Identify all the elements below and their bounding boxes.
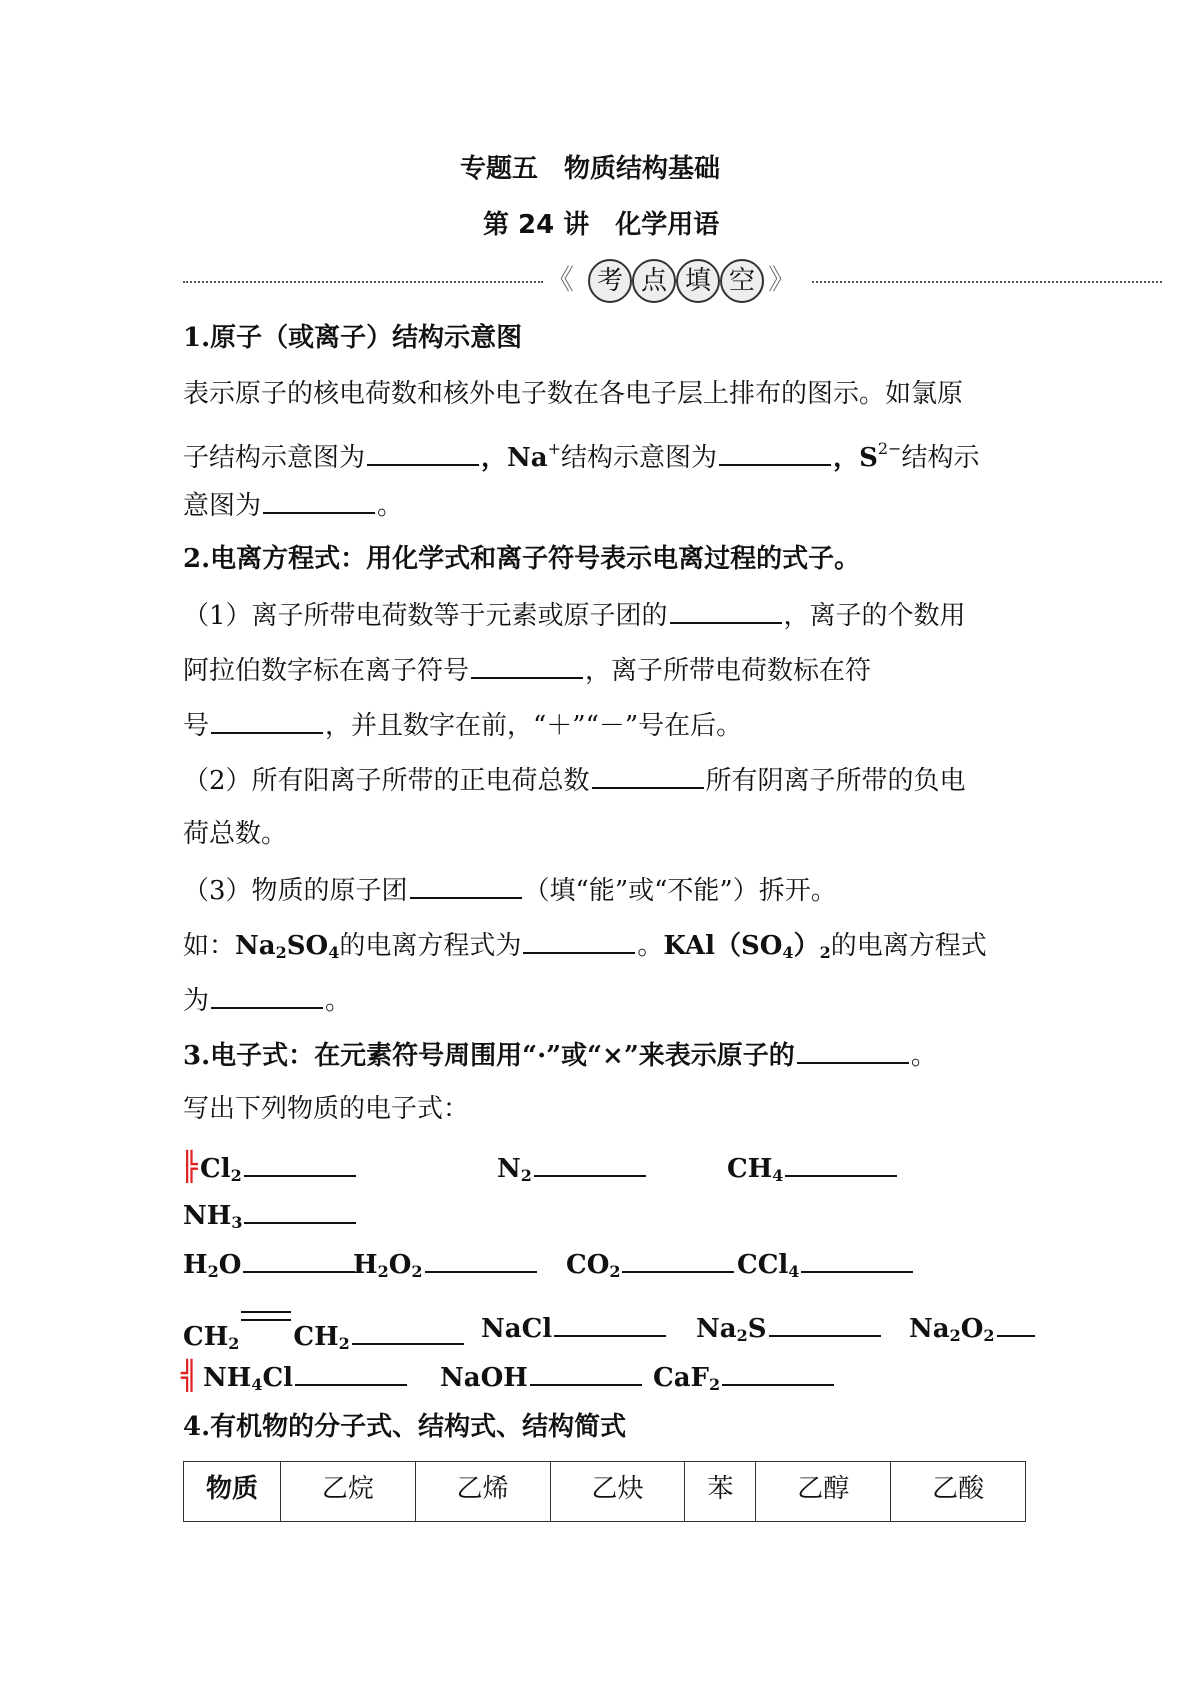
topic-title: 专题五 物质结构基础 bbox=[460, 154, 721, 184]
s2-ex-4b: 4 bbox=[782, 943, 794, 962]
blank-naoh[interactable] bbox=[530, 1360, 642, 1386]
s2-ex-e: 为 bbox=[183, 986, 210, 1016]
edit-mark-2: ╣ bbox=[181, 1359, 198, 1392]
s2-p2-line1 bbox=[183, 763, 966, 797]
f-ch2b: CH bbox=[293, 1322, 339, 1352]
s3-line2: 写出下列物质的电子式： bbox=[183, 1094, 470, 1124]
table-row bbox=[184, 1462, 1026, 1522]
s2-p1b: ，离子的个数用 bbox=[783, 601, 966, 631]
s2-ex-4: 4 bbox=[328, 943, 340, 962]
table-cell-ethylene: 乙烯 bbox=[415, 1462, 550, 1522]
edit-mark-1: ╠ bbox=[181, 1150, 198, 1183]
blank-kal-eq[interactable] bbox=[211, 983, 323, 1009]
f-nh: NH bbox=[183, 1201, 232, 1231]
s2-p3a: （3）物质的原子团 bbox=[183, 876, 408, 906]
s2-ex-c: 。 bbox=[637, 931, 664, 961]
formula-nh3 bbox=[183, 1198, 358, 1239]
s1-l2e: 结构示 bbox=[901, 443, 980, 473]
s2-ex-so: SO bbox=[286, 931, 329, 961]
blank-nacl[interactable] bbox=[554, 1311, 666, 1337]
s2-ex-na: Na bbox=[235, 931, 276, 961]
blank-ion-count[interactable] bbox=[471, 653, 583, 679]
badge-char-2: 点 bbox=[632, 259, 676, 303]
table-cell-benzene: 苯 bbox=[685, 1462, 756, 1522]
s3-heading-b: 。 bbox=[910, 1041, 937, 1071]
blank-n2[interactable] bbox=[534, 1151, 646, 1177]
formula-na2o2 bbox=[909, 1311, 1037, 1352]
f-nh4cl-b: Cl bbox=[262, 1363, 294, 1393]
formula-h2o2 bbox=[353, 1247, 539, 1288]
s2-p1-line2 bbox=[183, 653, 871, 687]
s2-p1-line3 bbox=[183, 708, 742, 742]
blank-cl-diagram[interactable] bbox=[367, 440, 479, 466]
s2-p1-line1 bbox=[183, 598, 966, 632]
section-badge bbox=[546, 256, 808, 304]
table-header-cell: 物质 bbox=[184, 1462, 281, 1522]
s1-l2a: 子结构示意图为 bbox=[183, 443, 366, 473]
f-ccl-n: 4 bbox=[788, 1262, 800, 1281]
f-caf: CaF bbox=[653, 1363, 709, 1393]
chevron-left-icon: 《 bbox=[546, 263, 575, 296]
blank-ccl4[interactable] bbox=[801, 1247, 913, 1273]
s2-ex-kal: KAl（SO bbox=[663, 931, 783, 961]
blank-na2o2[interactable] bbox=[997, 1311, 1035, 1337]
f-na2o2-b: O bbox=[960, 1314, 984, 1344]
s2-heading bbox=[183, 543, 860, 575]
s1-l2sup1: + bbox=[547, 439, 562, 458]
badge-char-3: 填 bbox=[676, 259, 720, 303]
s3-heading-a: 3.电子式：在元素符号周围用“·”或“×”来表示原子的 bbox=[183, 1041, 795, 1071]
f-na2o2-n2: 2 bbox=[983, 1326, 995, 1345]
s1-line1: 表示原子的核电荷数和核外电子数在各电子层上排布的图示。如氯原 bbox=[183, 379, 964, 409]
s2-p3b: （填“能”或“不能”）拆开。 bbox=[523, 876, 837, 906]
s2-ex-paren: ） bbox=[793, 931, 820, 961]
blank-ch4[interactable] bbox=[785, 1151, 897, 1177]
blank-na2so4-eq[interactable] bbox=[523, 928, 635, 954]
s2-p1a: （1）离子所带电荷数等于元素或原子团的 bbox=[183, 601, 668, 631]
s1-l2c: 结构示意图为 bbox=[561, 443, 718, 473]
blank-valence-electrons[interactable] bbox=[797, 1038, 909, 1064]
formula-na2s bbox=[696, 1311, 883, 1352]
formula-ethylene bbox=[183, 1311, 466, 1360]
s2-ex-2b: 2 bbox=[819, 943, 831, 962]
s2-p1e: 号 bbox=[183, 711, 210, 741]
s4-heading bbox=[183, 1411, 626, 1443]
formula-ch4 bbox=[727, 1151, 899, 1192]
f-nh-n: 3 bbox=[231, 1213, 243, 1232]
s2-p2a: （2）所有阳离子所带的正电荷总数 bbox=[183, 766, 590, 796]
s1-l2d: ，S bbox=[833, 443, 878, 473]
f-h2-n2: 2 bbox=[411, 1262, 423, 1281]
formula-nacl bbox=[481, 1311, 668, 1345]
blank-h2o[interactable] bbox=[243, 1247, 355, 1273]
formula-ccl4 bbox=[737, 1247, 915, 1288]
f-cl: Cl bbox=[200, 1154, 231, 1184]
f-ch2a-n: 2 bbox=[228, 1334, 240, 1353]
f-nh4cl-a: NH bbox=[203, 1363, 252, 1393]
blank-nh3[interactable] bbox=[244, 1198, 356, 1224]
f-co: CO bbox=[566, 1250, 610, 1280]
formula-co2 bbox=[566, 1247, 736, 1288]
f-co-n: 2 bbox=[609, 1262, 621, 1281]
blank-na-diagram[interactable] bbox=[719, 440, 831, 466]
f-cl-n: 2 bbox=[230, 1166, 242, 1185]
formula-cl2 bbox=[200, 1151, 358, 1192]
f-h2: H bbox=[353, 1250, 378, 1280]
s2-heading-num: 2.电离方程式：用化学式和离子符号表示电离过程的式子。 bbox=[183, 544, 861, 574]
f-nacl: NaCl bbox=[481, 1314, 553, 1344]
blank-cl2[interactable] bbox=[244, 1151, 356, 1177]
s1-line3 bbox=[183, 488, 403, 522]
s1-line2 bbox=[183, 433, 979, 474]
s2-example-line2 bbox=[183, 983, 351, 1017]
blank-co2[interactable] bbox=[622, 1247, 734, 1273]
f-ch-n: 4 bbox=[772, 1166, 784, 1185]
f-h2-o: O bbox=[388, 1250, 412, 1280]
badge-char-1: 考 bbox=[588, 259, 632, 303]
f-h: H bbox=[183, 1250, 208, 1280]
formula-caf2 bbox=[653, 1360, 836, 1401]
s1-l3b: 。 bbox=[377, 491, 404, 521]
badge-char-4: 空 bbox=[720, 259, 764, 303]
f-ccl: CCl bbox=[737, 1250, 789, 1280]
formula-nh4cl bbox=[203, 1360, 409, 1401]
blank-na2s[interactable] bbox=[769, 1311, 881, 1337]
s1-l2sup2: 2− bbox=[877, 439, 902, 458]
f-na2s-n: 2 bbox=[736, 1326, 748, 1345]
blank-caf2[interactable] bbox=[722, 1360, 834, 1386]
f-na2s-b: S bbox=[747, 1314, 767, 1344]
s3-heading bbox=[183, 1038, 937, 1072]
s1-heading bbox=[183, 322, 522, 354]
blank-charge-balance[interactable] bbox=[592, 763, 704, 789]
formula-naoh bbox=[440, 1360, 644, 1394]
divider-left bbox=[183, 281, 543, 283]
f-n: N bbox=[497, 1154, 521, 1184]
formula-h2o bbox=[183, 1247, 357, 1288]
s2-p1d: ，离子所带电荷数标在符 bbox=[585, 656, 872, 686]
s2-p2-line2: 荷总数。 bbox=[183, 819, 288, 849]
blank-group-split[interactable] bbox=[410, 873, 522, 899]
table-cell-ethanol: 乙醇 bbox=[756, 1462, 891, 1522]
s1-heading-text: 1.原子（或离子）结构示意图 bbox=[183, 323, 523, 353]
s2-ex-f: 。 bbox=[325, 986, 352, 1016]
organic-table bbox=[183, 1461, 1026, 1522]
double-bond-icon bbox=[241, 1311, 291, 1321]
f-n-n: 2 bbox=[520, 1166, 532, 1185]
s2-p2b: 所有阴离子所带的负电 bbox=[705, 766, 966, 796]
table-cell-acetylene: 乙炔 bbox=[550, 1462, 685, 1522]
s2-ex-a: 如： bbox=[183, 931, 236, 961]
divider-right bbox=[812, 281, 1162, 283]
s4-heading-text: 4.有机物的分子式、结构式、结构简式 bbox=[183, 1412, 627, 1442]
blank-h2o2[interactable] bbox=[425, 1247, 537, 1273]
s2-ex-d: 的电离方程式 bbox=[830, 931, 987, 961]
chevron-right-icon: 》 bbox=[768, 263, 797, 296]
s2-p1c: 阿拉伯数字标在离子符号 bbox=[183, 656, 470, 686]
s2-ex-b: 的电离方程式为 bbox=[339, 931, 522, 961]
f-nh4cl-n: 4 bbox=[251, 1375, 263, 1394]
f-naoh: NaOH bbox=[440, 1363, 528, 1393]
f-na2o2-a: Na bbox=[909, 1314, 950, 1344]
f-na2s-a: Na bbox=[696, 1314, 737, 1344]
s2-p3 bbox=[183, 873, 837, 907]
f-h-n: 2 bbox=[207, 1262, 219, 1281]
table-cell-acetic-acid: 乙酸 bbox=[891, 1462, 1026, 1522]
s1-l2b: ，Na bbox=[481, 443, 548, 473]
f-h2-n: 2 bbox=[377, 1262, 389, 1281]
s2-example-line1 bbox=[183, 928, 987, 969]
s2-ex-2: 2 bbox=[275, 943, 287, 962]
blank-charge-pos[interactable] bbox=[211, 708, 323, 734]
blank-s-diagram[interactable] bbox=[263, 488, 375, 514]
f-ch2b-n: 2 bbox=[338, 1334, 350, 1353]
f-ch2a: CH bbox=[183, 1322, 229, 1352]
f-h-o: O bbox=[218, 1250, 242, 1280]
s1-l3a: 意图为 bbox=[183, 491, 262, 521]
f-ch: CH bbox=[727, 1154, 773, 1184]
lecture-title: 第 24 讲 化学用语 bbox=[483, 210, 720, 240]
f-caf-n: 2 bbox=[709, 1375, 721, 1394]
s2-p1f: ，并且数字在前，“＋”“－”号在后。 bbox=[325, 711, 743, 741]
blank-ethylene[interactable] bbox=[352, 1319, 464, 1345]
blank-charge[interactable] bbox=[670, 598, 782, 624]
blank-nh4cl[interactable] bbox=[295, 1360, 407, 1386]
table-cell-ethane: 乙烷 bbox=[281, 1462, 416, 1522]
f-na2o2-n: 2 bbox=[949, 1326, 961, 1345]
formula-n2 bbox=[497, 1151, 648, 1192]
